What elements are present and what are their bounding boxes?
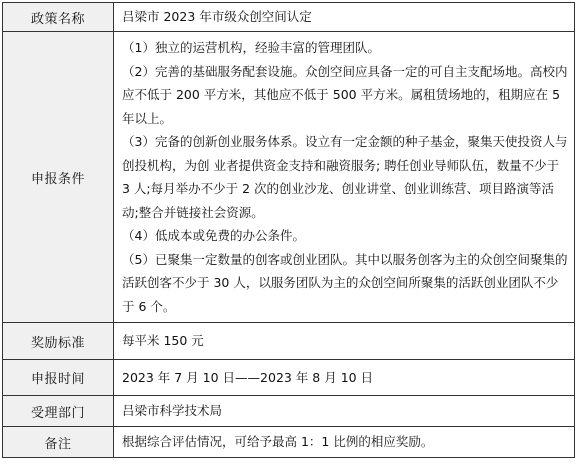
row-policy-name [3, 3, 575, 32]
policy-name-label: 政策名称 [3, 3, 114, 32]
period-value: 2023 年 7 月 10 日——2023 年 8 月 10 日 [114, 360, 575, 396]
row-period [3, 360, 575, 396]
policy-table [2, 2, 575, 458]
condition-item-3: （3）完备的创新创业服务体系。设立有一定金额的种子基金，聚集天使投资人与创投机构，为创 业者提供资金支持和融资服务; 聘任创业导师队伍，数量不少于 3 人;每月举办不少于 2 次的创业沙龙、创业讲堂、创业训练营、项目路演等活动;整合并链接社会资源。 [122, 134, 568, 220]
department-label: 受理部门 [3, 396, 114, 427]
condition-item-2: （2）完善的基础服务配套设施。众创空间应具备一定的可自主支配场地。高校内应不低于 200 平方米，其他应不低于 500 平方米。属租赁场地的，租期应在 5 年以上。 [122, 63, 568, 126]
reward-value: 每平米 150 元 [114, 323, 575, 360]
policy-name-value: 吕梁市 2023 年市级众创空间认定 [114, 3, 575, 32]
row-reward [3, 323, 575, 360]
conditions-value [114, 32, 575, 323]
row-note [3, 427, 575, 458]
condition-item-4: （4）低成本或免费的办公条件。 [122, 228, 305, 243]
condition-item-1: （1）独立的运营机构，经验丰富的管理团队。 [122, 40, 380, 55]
note-label: 备注 [3, 427, 114, 458]
condition-item-5: （5）已聚集一定数量的创客或创业团队。其中以服务创客为主的众创空间聚集的活跃创客不少于 30 人，以服务团队为主的众创空间所聚集的活跃创业团队不少于 6 个。 [122, 251, 568, 314]
reward-label: 奖励标准 [3, 323, 114, 360]
row-department [3, 396, 575, 427]
period-label: 申报时间 [3, 360, 114, 396]
conditions-label: 申报条件 [3, 32, 114, 323]
row-conditions [3, 32, 575, 323]
note-value: 根据综合评估情况，可给予最高 1：1 比例的相应奖励。 [114, 427, 575, 458]
department-value: 吕梁市科学技术局 [114, 396, 575, 427]
